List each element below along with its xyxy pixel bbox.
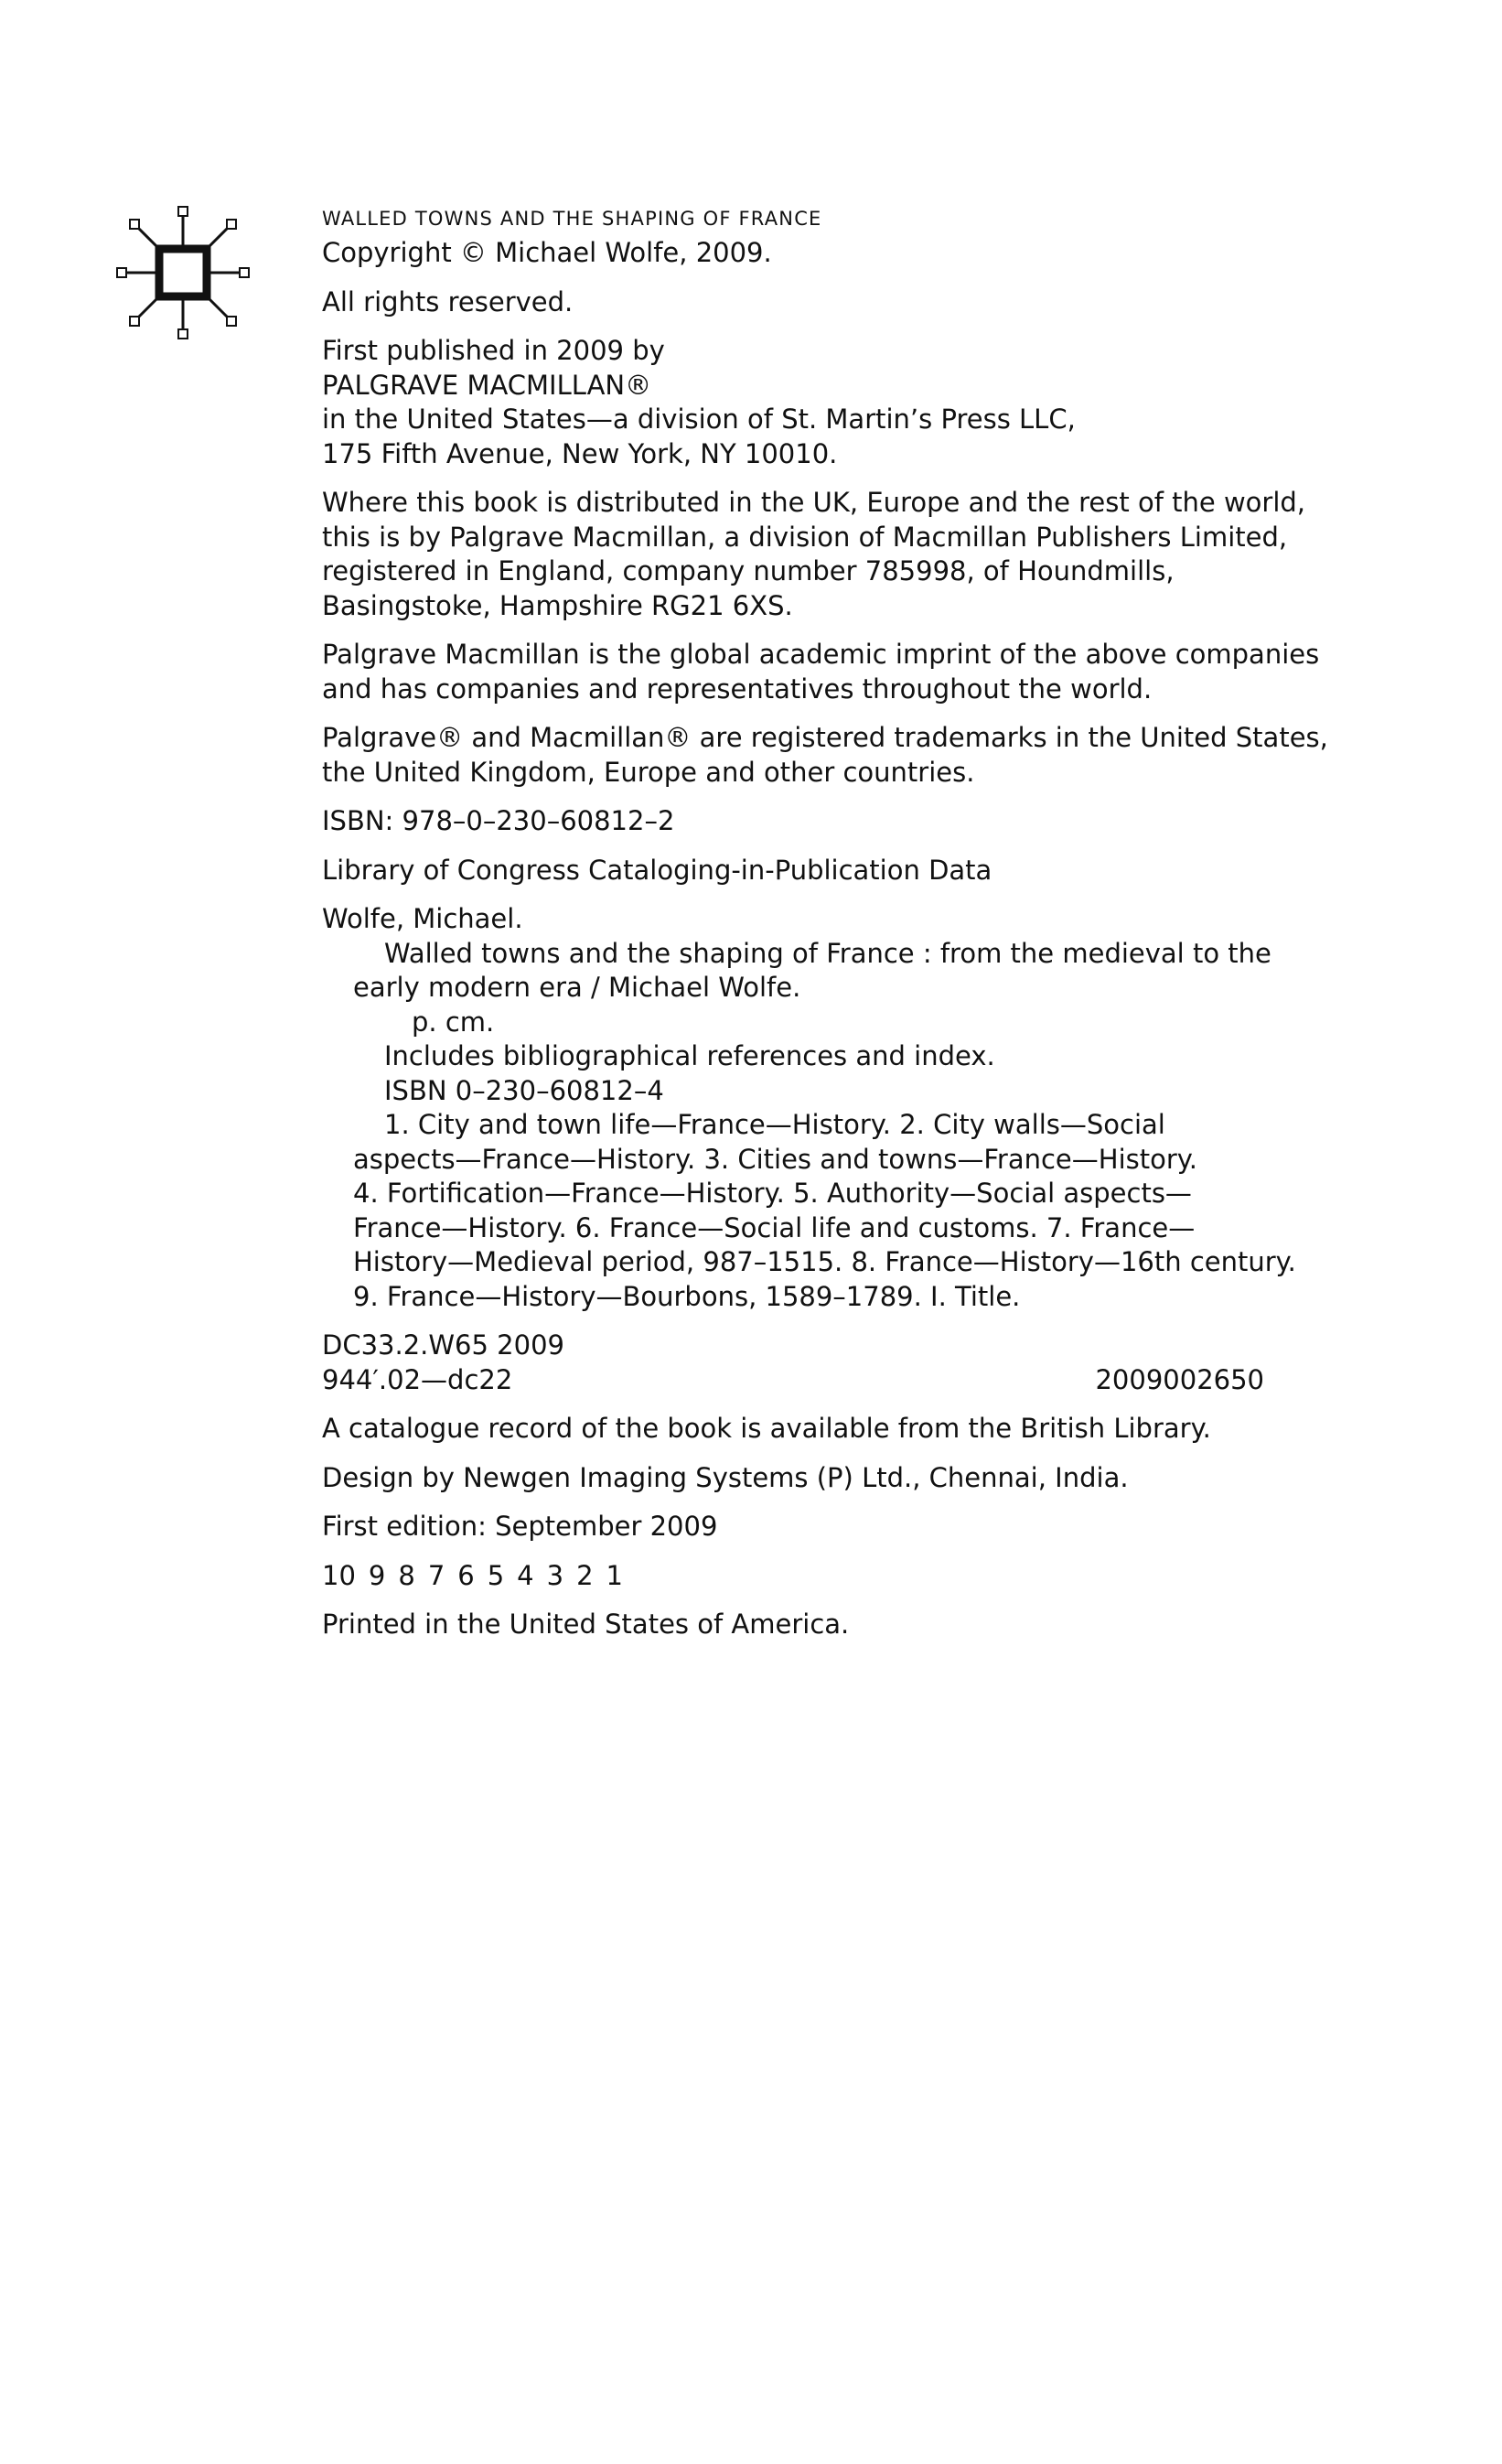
classification-block <box>322 1329 1264 1397</box>
printing-number: 4 <box>517 1559 534 1591</box>
cip-author: Wolfe, Michael. <box>322 903 523 934</box>
printing-number: 3 <box>546 1559 564 1591</box>
distribution-line: registered in England, company number 785998, of Houndmills, <box>322 555 1175 586</box>
edition-line: First edition: September 2009 <box>322 1511 718 1542</box>
imprint-block <box>322 638 1320 706</box>
rights-line <box>322 285 1264 320</box>
cip-subject-line: 1. City and town life—France—History. 2. City walls—Social <box>384 1109 1165 1140</box>
cip-isbn: ISBN 0–230–60812–4 <box>384 1074 664 1106</box>
running-head: WALLED TOWNS AND THE SHAPING OF FRANCE <box>322 208 822 230</box>
cip-subject-line: France—History. 6. France—Social life and customs. 7. France— <box>353 1211 1196 1243</box>
cip-title: Walled towns and the shaping of France : from the medieval to the <box>384 937 1271 969</box>
publisher-line: PALGRAVE MACMILLAN® <box>322 369 652 401</box>
cip-subject-line: aspects—France—History. 3. Cities and towns—France—History. <box>353 1143 1198 1175</box>
publisher-line: First published in 2009 by <box>322 335 665 366</box>
printed-block <box>322 1608 1264 1642</box>
ornament-icon <box>110 199 256 346</box>
printing-number: 5 <box>487 1559 505 1591</box>
printing-number: 6 <box>457 1559 475 1591</box>
isbn-line: ISBN: 978–0–230–60812–2 <box>322 805 675 836</box>
publisher-block <box>322 334 1264 471</box>
isbn-block <box>322 804 1264 839</box>
dewey-classification: 944′.02—dc22 <box>322 1363 513 1395</box>
imprint-line: Palgrave Macmillan is the global academic imprint of the above companies <box>322 639 1320 670</box>
design-block <box>322 1461 1264 1496</box>
edition-block <box>322 1510 1264 1544</box>
distribution-line: Basingstoke, Hampshire RG21 6XS. <box>322 589 793 621</box>
cip-record <box>322 902 1296 1314</box>
printing-number: 7 <box>427 1559 445 1591</box>
design-credit: Design by Newgen Imaging Systems (P) Ltd., Chennai, India. <box>322 1461 1129 1493</box>
trademark-line: the United Kingdom, Europe and other countries. <box>322 756 975 788</box>
printing-numbers <box>322 1559 1264 1594</box>
printing-number: 1 <box>606 1559 623 1591</box>
cip-subject-line: History—Medieval period, 987–1515. 8. France—History—16th century. <box>353 1246 1296 1277</box>
lccn: 2009002650 <box>1095 1363 1264 1395</box>
distribution-block <box>322 486 1306 623</box>
cip-title: early modern era / Michael Wolfe. <box>353 972 801 1003</box>
copyright-line <box>322 236 1264 271</box>
copyright-text <box>322 207 1328 1657</box>
printing-number: 2 <box>576 1559 594 1591</box>
trademark-block <box>322 721 1328 790</box>
cip-subject-line: 4. Fortification—France—History. 5. Authority—Social aspects— <box>353 1178 1192 1209</box>
distribution-line: Where this book is distributed in the UK, Europe and the rest of the world, <box>322 487 1306 518</box>
dewey-row <box>322 1363 1264 1398</box>
printed-in: Printed in the United States of America. <box>322 1609 850 1640</box>
imprint-line: and has companies and representatives throughout the world. <box>322 672 1153 705</box>
cip-includes: Includes bibliographical references and index. <box>384 1040 995 1071</box>
cip-pages: p. cm. <box>412 1006 495 1038</box>
catalogue-record: A catalogue record of the book is available from the British Library. <box>322 1413 1211 1444</box>
cip-heading: Library of Congress Cataloging-in-Publication Data <box>322 854 992 886</box>
lc-classification: DC33.2.W65 2009 <box>322 1329 564 1361</box>
copyright-statement: Copyright © Michael Wolfe, 2009. <box>322 237 772 268</box>
rights-statement: All rights reserved. <box>322 285 574 317</box>
printing-number: 9 <box>368 1559 386 1591</box>
printing-number: 8 <box>398 1559 415 1591</box>
publisher-line: in the United States—a division of St. Martin’s Press LLC, <box>322 403 1076 435</box>
cip-subject-line: 9. France—History—Bourbons, 1589–1789. I. Title. <box>353 1280 1021 1312</box>
printing-number: 10 <box>322 1559 356 1591</box>
cip-heading-block <box>322 854 1264 888</box>
catalogue-block <box>322 1412 1264 1447</box>
publisher-line: 175 Fifth Avenue, New York, NY 10010. <box>322 437 838 469</box>
trademark-line: Palgrave® and Macmillan® are registered trademarks in the United States, <box>322 722 1328 753</box>
distribution-line: this is by Palgrave Macmillan, a division of Macmillan Publishers Limited, <box>322 521 1288 553</box>
